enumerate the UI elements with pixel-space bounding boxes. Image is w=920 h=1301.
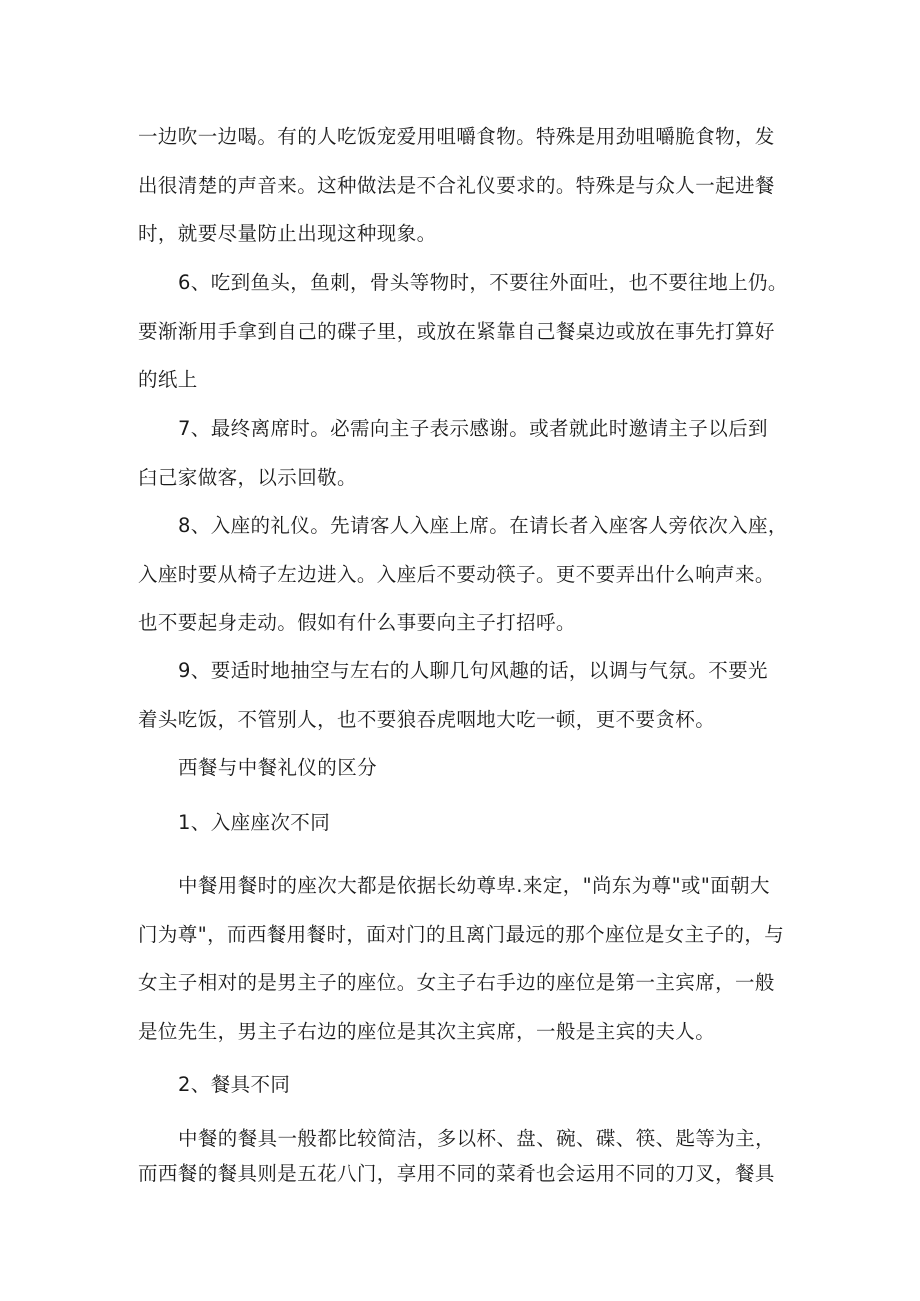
paragraph-seating bbox=[138, 862, 788, 1056]
paragraph-item-6 bbox=[138, 259, 788, 405]
paragraph-item-8 bbox=[138, 502, 788, 648]
text-line: 中餐的餐具一般都比较简洁，多以杯、盘、碗、碟、筷、匙等为主， bbox=[178, 1127, 776, 1150]
text-line: 时，就要尽量防止出现这种现象。 bbox=[138, 222, 437, 245]
text-line: 一边吹一边喝。有的人吃饭宠爱用咀嚼食物。特殊是用劲咀嚼脆食物，发 bbox=[138, 125, 775, 148]
subheading-tableware bbox=[138, 1061, 788, 1110]
text-line: 而西餐的餐具则是五花八门，享用不同的菜肴也会运用不同的刀叉，餐具 bbox=[138, 1162, 775, 1185]
text-line: 门为尊"，而西餐用餐时，面对门的且离门最远的那个座位是女主子的，与 bbox=[138, 922, 785, 946]
text-line: 出很清楚的声音来。这种做法是不合礼仪要求的。特殊是与众人一起进餐 bbox=[138, 173, 775, 197]
heading-text: 西餐与中餐礼仪的区分 bbox=[178, 756, 378, 779]
text-line: 入座时要从椅子左边进入。入座后不要动筷子。更不要弄出什么响声来。 bbox=[138, 562, 775, 586]
text-line: 也不要起身走动。假如有什么事要向主子打招呼。 bbox=[138, 611, 576, 634]
text-line: 着头吃饭，不管别人，也不要狼吞虎咽地大吃一顿，更不要贪杯。 bbox=[138, 707, 716, 731]
paragraph-item-7 bbox=[138, 405, 788, 502]
text-line: 8、入座的礼仪。先请客人入座上席。在请长者入座客人旁依次入座， bbox=[178, 514, 788, 537]
text-line: 是位先生，男主子右边的座位是其次主宾席，一般是主宾的夫人。 bbox=[138, 1019, 716, 1043]
section-heading bbox=[138, 744, 788, 793]
paragraph-item-9 bbox=[138, 647, 788, 744]
text-line: 女主子相对的是男主子的座位。女主子右手边的座位是第一主宾席，一般 bbox=[138, 971, 775, 994]
text-line: 的纸上 bbox=[138, 368, 198, 391]
paragraph-tableware bbox=[138, 1121, 788, 1191]
text-line: 7、最终离席时。必需向主子表示感谢。或者就此时邀请主子以后到 bbox=[178, 417, 768, 440]
text-line: 6、吃到鱼头，鱼刺，骨头等物时，不要往外面吐，也不要往地上仍。 bbox=[178, 271, 788, 294]
text-line: 中餐用餐时的座次大都是依据长幼尊卑.来定，"尚东为尊"或"面朝大 bbox=[178, 874, 770, 897]
subheading-text: 1、入座座次不同 bbox=[178, 811, 331, 834]
paragraph-continued bbox=[138, 113, 788, 259]
text-line: 臼己家做客，以示回敬。 bbox=[138, 465, 357, 489]
text-line: 9、要适时地抽空与左右的人聊几句风趣的话，以调与气氛。不要光 bbox=[178, 659, 768, 682]
text-line: 要渐渐用手拿到自己的碟子里，或放在紧靠自己餐桌边或放在事先打算好 bbox=[138, 319, 775, 343]
subheading-text: 2、餐具不同 bbox=[178, 1073, 291, 1096]
subheading-seating bbox=[138, 799, 788, 848]
